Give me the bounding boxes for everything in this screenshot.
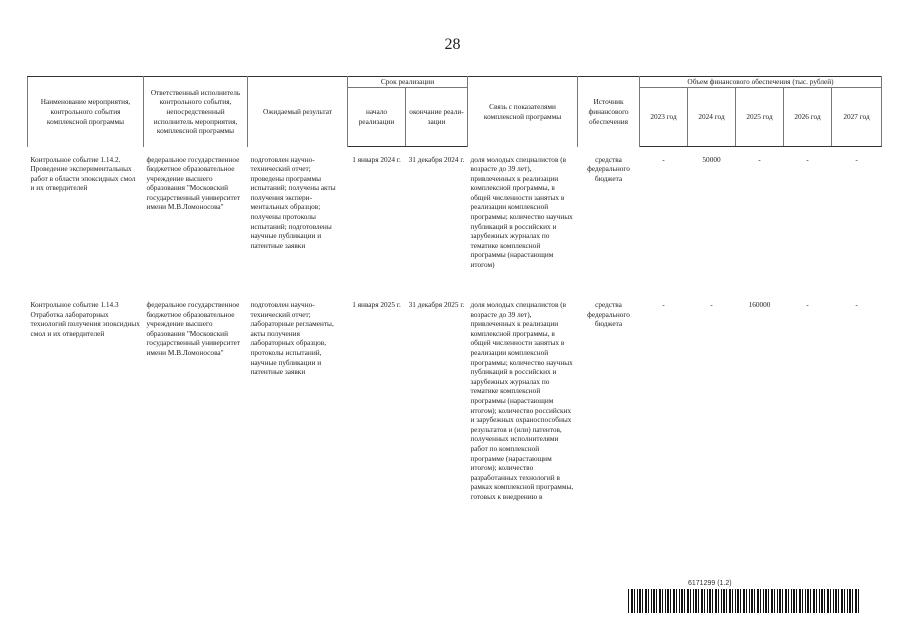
funding-2025: 160000	[748, 300, 771, 309]
header-year-2027: 2027 год	[832, 88, 882, 147]
header-expected-result: Ожидаемый результат	[248, 77, 348, 147]
funding-2023: -	[662, 300, 665, 309]
funding-source: средства федерального бюджета	[587, 300, 630, 329]
expected-result: подготовлен научно-технический отчет; лабораторные регламенты, акты получения лабораторных образцов, протоколы испытаний, научные публикации и патентные заявки	[250, 300, 334, 377]
header-year-2025: 2025 год	[736, 88, 784, 147]
event-name: Контрольное событие 1.14.2. Проведение экспериментальных работ в области эпоксидных смол и их отвердителей	[30, 154, 136, 193]
table-row	[28, 295, 882, 501]
funding-2027: -	[855, 300, 858, 309]
document-barcode	[628, 580, 860, 614]
barcode-number: 6171299 (1.2)	[688, 580, 732, 587]
program-indicators: доля молодых специалистов (в возрасте до 39 лет), привлеченных к реализации комплексной программы, в общей численности занятых в реализации комплексной программы; количество научных публикаций в российских и зарубежных журналах по тематике комплексной программы (нарастающим итогом)	[470, 154, 573, 270]
header-source: Источник финансового обеспечения	[578, 77, 640, 147]
funding-2023: -	[662, 155, 665, 164]
funding-2026: -	[806, 300, 809, 309]
page-number: 28	[444, 36, 461, 53]
funding-2026: -	[806, 155, 809, 164]
header-year-2023: 2023 год	[640, 88, 688, 147]
header-period: Срок реализации	[348, 77, 468, 88]
end-date: 31 декабря 2025 г.	[408, 300, 465, 309]
barcode-bars	[628, 589, 860, 613]
header-period-end: окончание реали-зации	[406, 88, 468, 147]
responsible-executor: федеральное государственное бюджетное образовательное учреждение высшего образования "Московский государственный университет имени М.В.Ломоносова"	[146, 300, 241, 357]
header-responsible: Ответственный исполнитель контрольного события, непосредственный исполнитель мероприятия, комплексной программы	[144, 77, 248, 147]
funding-2024: -	[710, 300, 713, 309]
start-date: 1 января 2025 г.	[352, 300, 401, 309]
header-period-start: начало реализации	[348, 88, 406, 147]
header-link: Связь с показателями комплексной программы	[468, 77, 578, 147]
table-row	[28, 147, 882, 296]
funding-2027: -	[855, 155, 858, 164]
event-name: Контрольное событие 1.14.3 Отработка лабораторных технологий получения эпоксидных смол и их отвердителей	[30, 300, 140, 338]
header-year-2026: 2026 год	[784, 88, 832, 147]
funding-source: средства федерального бюджета	[587, 154, 630, 183]
funding-2025: -	[758, 155, 761, 164]
funding-2024: 50000	[702, 155, 721, 164]
header-funding: Объем финансового обеспечения (тыс. рублей)	[640, 77, 882, 88]
end-date: 31 декабря 2024 г.	[408, 155, 465, 164]
header-year-2024: 2024 год	[688, 88, 736, 147]
program-indicators: доля молодых специалистов (в возрасте до 39 лет), привлеченных к реализации комплексной программы, в общей численности занятых в реализации комплексной программы; количество научных публикаций в российских и зарубежных журналах по тематике комплексной программы (нарастающим итогом); количество российских и зарубежных охраноспособных результатов и (или) патентов, полученных исполнителями работ по комплексной программе (нарастающим итогом); количество разработанных технологий в рамках комплексной программы, готовых к внедрению в	[470, 300, 574, 501]
action-plan-table	[27, 76, 882, 501]
header-name: Наименование мероприятия, контрольного события комплексной программы	[28, 77, 144, 147]
expected-result: подготовлен научно-технический отчет; проведены программы испытаний; получены акты получения экспери-ментальных образцов; получены протоколы испытаний; подготовлены научные публикации и патентные заявки	[250, 154, 336, 250]
responsible-executor: федеральное государственное бюджетное образовательное учреждение высшего образования "Московский государственный университет имени М.В.Ломоносова"	[146, 154, 241, 212]
start-date: 1 января 2024 г.	[352, 155, 401, 164]
